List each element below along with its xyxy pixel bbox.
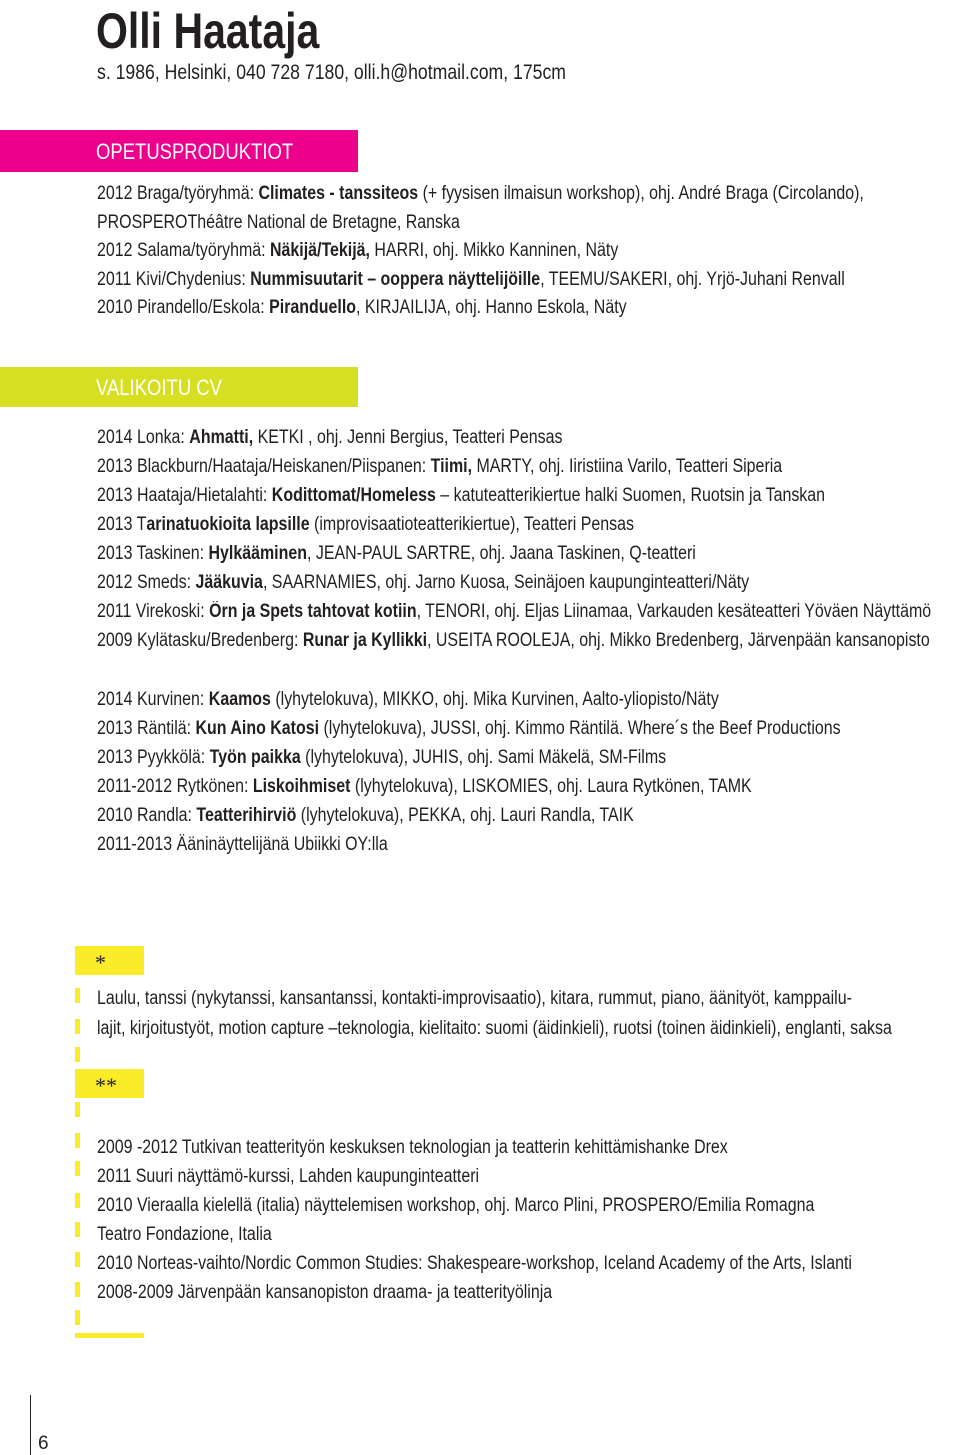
text-segment: 2011 Virekoski: — [97, 601, 210, 622]
bold-title: Climates - tanssiteos — [258, 183, 419, 204]
cv-line — [97, 427, 562, 449]
text-segment: lajit, kirjoitustyöt, motion capture –teknologia, kielitaito: suomi (äidinkieli), ruotsi (toinen äidinkieli), englanti, saksa — [97, 1018, 892, 1039]
bold-title: Örn ja Spets tahtovat kotiin — [209, 601, 417, 622]
text-segment: 2013 Haataja/Hietalahti: — [97, 485, 272, 506]
bold-title: Ahmatti, — [189, 427, 254, 448]
text-segment: 2011-2012 Rytkönen: — [97, 775, 253, 797]
bold-title: Nummisuutarit – ooppera näyttelijöille — [250, 268, 541, 290]
film-line — [97, 718, 841, 740]
film-line — [97, 747, 666, 769]
bold-title: Kodittomat/Homeless — [271, 485, 436, 506]
text-segment: (lyhytelokuva), MIKKO, ohj. Mika Kurvinen, Aalto-yliopisto/Näty — [270, 689, 719, 710]
text-segment: KETKI , ohj. Jenni Bergius, Teatteri Pensas — [253, 427, 563, 448]
bold-title: Työn paikka — [209, 746, 301, 768]
text-segment: (lyhytelokuva), JUHIS, ohj. Sami Mäkelä, SM-Films — [300, 746, 667, 768]
text-segment: 2012 Braga/työryhmä: — [97, 183, 259, 204]
person-details: s. 1986, Helsinki, 040 728 7180, olli.h@hotmail.com, 175cm — [97, 61, 566, 84]
education-line — [97, 1137, 728, 1159]
text-segment: 2009 -2012 Tutkivan teatterityön keskuksen teknologian ja teatterin kehittämishanke Drex — [97, 1137, 728, 1158]
text-segment: 2013 Taskinen: — [97, 543, 209, 564]
text-segment: , TENORI, ohj. Eljas Liinamaa, Varkauden kesäteatteri Yöväen Näyttämö — [416, 601, 932, 622]
bold-title: Jääkuvia — [195, 572, 263, 593]
dash-mark — [75, 1047, 80, 1062]
dash-mark — [75, 1102, 80, 1117]
dash-mark — [75, 1252, 80, 1267]
dash-mark — [75, 1161, 80, 1176]
text-segment: Teatro Fondazione, Italia — [97, 1224, 272, 1245]
bold-title: arinatuokioita lapsille — [146, 514, 310, 535]
text-segment: (improvisaatioteatterikiertue), Teatteri Pensas — [309, 514, 634, 535]
section-title-opetus: OPETUSPRODUKTIOT — [96, 139, 294, 164]
text-segment: (+ fyysisen ilmaisun workshop), ohj. André Braga (Circolando), — [418, 183, 864, 204]
text-segment: Laulu, tanssi (nykytanssi, kansantanssi, kontakti-improvisaatio), kitara, rummut, piano, äänityöt, kamppailu- — [97, 988, 852, 1009]
text-segment: , KIRJAILIJA, ohj. Hanno Eskola, Näty — [356, 297, 627, 319]
film-line — [97, 689, 719, 711]
text-segment: 2014 Kurvinen: — [97, 689, 209, 710]
cv-line — [97, 630, 930, 652]
dash-mark — [75, 1282, 80, 1297]
education-marker: ** — [95, 1073, 117, 1098]
cv-line — [97, 572, 749, 594]
text-segment: 2011-2013 Ääninäyttelijänä Ubiikki OY:lla — [97, 833, 388, 855]
education-marker-bar — [75, 1069, 144, 1098]
dash-mark — [75, 1193, 80, 1208]
text-segment: 2011 Kivi/Chydenius: — [97, 268, 251, 290]
bold-title: Hylkääminen — [208, 543, 307, 564]
text-segment: 2012 Smeds: — [97, 572, 196, 593]
text-segment: 2008-2009 Järvenpään kansanopiston draama- ja teatterityölinja — [97, 1282, 553, 1303]
education-line — [97, 1195, 814, 1217]
dash-mark — [75, 988, 80, 1003]
cv-line — [97, 601, 931, 623]
text-segment: 2009 Kylätasku/Bredenberg: — [97, 630, 303, 651]
text-segment: , SAARNAMIES, ohj. Jarno Kuosa, Seinäjoen kaupunginteatteri/Näty — [262, 572, 750, 593]
cv-line — [97, 456, 782, 478]
opetus-line — [97, 212, 460, 234]
person-name: Olli Haataja — [96, 3, 320, 59]
text-segment: HARRI, ohj. Mikko Kanninen, Näty — [369, 240, 619, 262]
bold-title: Tiimi, — [430, 456, 473, 477]
text-segment: 2013 Blackburn/Haataja/Heiskanen/Piispanen: — [97, 456, 431, 477]
opetus-line — [97, 183, 864, 205]
education-line — [97, 1253, 852, 1275]
text-segment: – katuteatterikiertue halki Suomen, Ruotsin ja Tanskan — [435, 485, 826, 506]
text-segment: 2010 Pirandello/Eskola: — [97, 297, 270, 319]
skills-line — [97, 1018, 892, 1040]
text-segment: (lyhytelokuva), PEKKA, ohj. Lauri Randla, TAIK — [296, 804, 634, 826]
bold-title: Kun Aino Katosi — [195, 717, 320, 739]
education-line — [97, 1282, 552, 1304]
film-line — [97, 805, 634, 827]
cv-line — [97, 543, 696, 565]
text-segment: (lyhytelokuva), JUSSI, ohj. Kimmo Räntilä. Where´s the Beef Productions — [319, 717, 841, 739]
skills-line — [97, 988, 852, 1010]
text-segment: 2013 T — [97, 514, 147, 535]
skills-marker: * — [95, 950, 106, 975]
page-number: 6 — [38, 1433, 49, 1454]
text-segment: 2010 Vieraalla kielellä (italia) näyttelemisen workshop, ohj. Marco Plini, PROSPERO/Emilia Romagna — [97, 1195, 815, 1216]
education-line — [97, 1224, 272, 1246]
bold-title: Kaamos — [208, 689, 271, 710]
bold-title: Teatterihirviö — [196, 804, 297, 826]
text-segment: MARTY, ohj. Iiristiina Varilo, Teatteri Siperia — [472, 456, 783, 477]
dash-mark — [75, 1019, 80, 1034]
text-segment: 2011 Suuri näyttämö-kurssi, Lahden kaupunginteatteri — [97, 1166, 480, 1187]
opetus-line — [97, 297, 627, 319]
cv-line — [97, 514, 634, 536]
opetus-line — [97, 240, 618, 262]
text-segment: (lyhytelokuva), LISKOMIES, ohj. Laura Rytkönen, TAMK — [350, 775, 752, 797]
text-segment: , USEITA ROOLEJA, ohj. Mikko Bredenberg, Järvenpään kansanopisto — [427, 630, 930, 651]
dash-mark — [75, 1222, 80, 1237]
film-line — [97, 776, 752, 798]
bottom-corner-rule — [75, 1333, 144, 1338]
dash-mark — [75, 1133, 80, 1148]
bold-title: Runar ja Kyllikki — [302, 630, 428, 651]
film-line — [97, 834, 388, 856]
text-segment: , TEEMU/SAKERI, ohj. Yrjö-Juhani Renvall — [540, 268, 845, 290]
text-segment: 2013 Räntilä: — [97, 717, 196, 739]
section-band-opetus — [0, 130, 358, 172]
opetus-line — [97, 269, 845, 291]
bold-title: Piranduello — [269, 297, 357, 319]
education-line — [97, 1166, 479, 1188]
bold-title: Liskoihmiset — [252, 775, 351, 797]
text-segment: 2010 Randla: — [97, 804, 197, 826]
text-segment: PROSPEROThéâtre National de Bretagne, Ranska — [97, 211, 460, 233]
cv-line — [97, 485, 825, 507]
text-segment: 2014 Lonka: — [97, 427, 190, 448]
section-title-cv: VALIKOITU CV — [96, 375, 222, 400]
text-segment: 2010 Norteas-vaihto/Nordic Common Studies: Shakespeare-workshop, Iceland Academy of the Arts, Islanti — [97, 1253, 852, 1274]
page-number-rule — [30, 1395, 31, 1455]
text-segment: , JEAN-PAUL SARTRE, ohj. Jaana Taskinen, Q-teatteri — [306, 543, 696, 564]
dash-mark — [75, 1310, 80, 1325]
text-segment: 2013 Pyykkölä: — [97, 746, 210, 768]
text-segment: 2012 Salama/työryhmä: — [97, 240, 271, 262]
skills-marker-bar — [75, 946, 144, 975]
bold-title: Näkijä/Tekijä, — [270, 240, 370, 262]
section-band-cv — [0, 367, 358, 407]
